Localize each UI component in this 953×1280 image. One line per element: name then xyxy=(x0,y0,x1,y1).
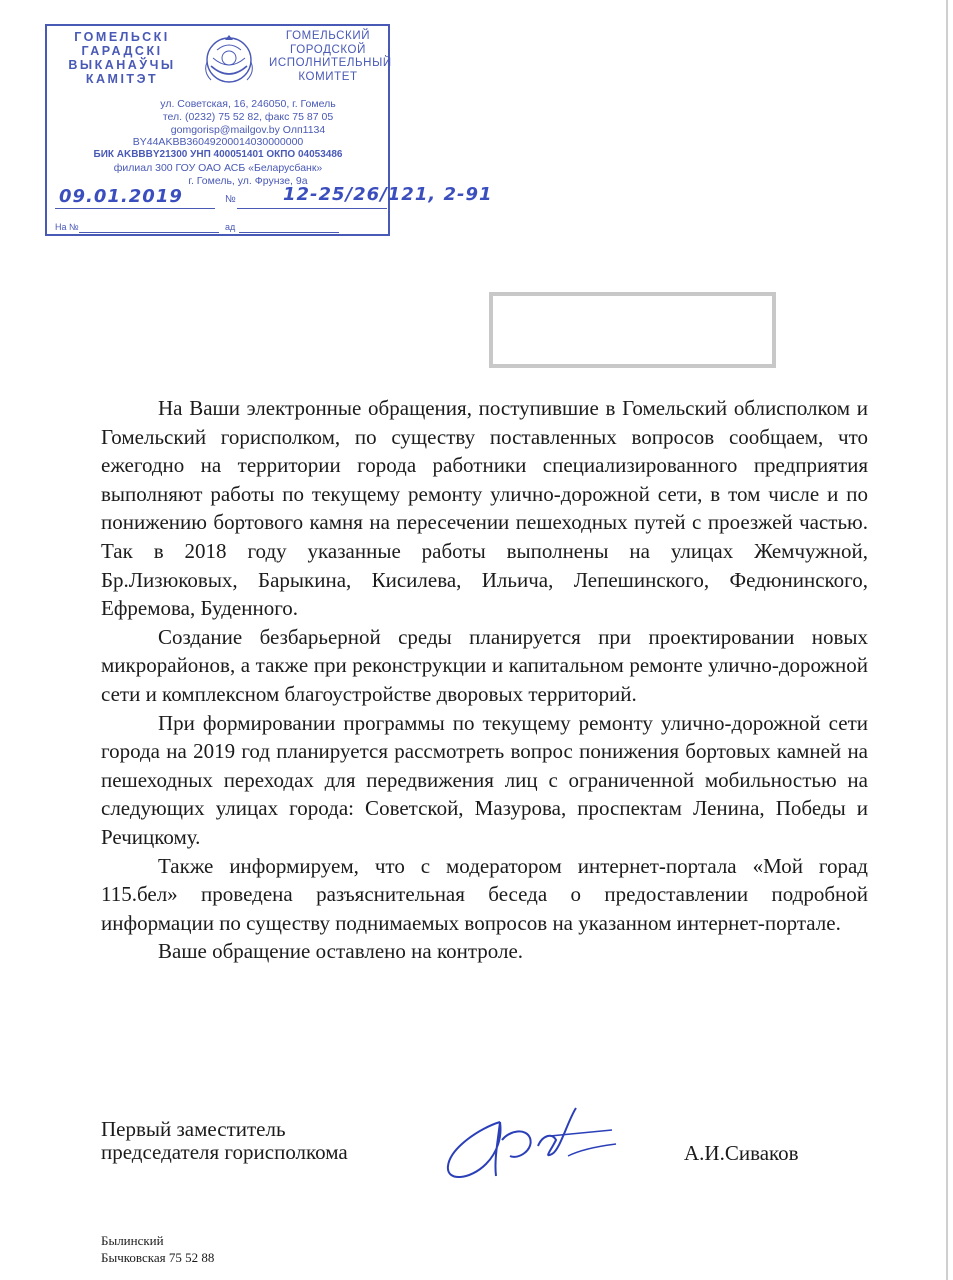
coat-of-arms-icon xyxy=(197,32,261,92)
letterhead-stamp xyxy=(45,24,493,236)
body-paragraph: Также информируем, что с модератором интернет-портала «Мой горад 115.бел» проведена разъяснительная беседа о предоставлении подробной информации по существу поднимаемых вопросов на указанном интернет-портале. xyxy=(101,853,868,935)
stamp-right-line: ИСПОЛНИТЕЛЬНЫЙ xyxy=(269,57,392,69)
letter-body xyxy=(101,394,868,966)
number-underline xyxy=(237,208,387,209)
stamp-phone: тел. (0232) 75 52 82, факс 75 87 05 xyxy=(162,110,334,123)
body-paragraph: Ваше обращение оставлено на контроле. xyxy=(158,939,524,964)
stamp-email: gomgorisp@mailgov.by Олп1134 xyxy=(170,123,326,136)
stamp-right-line: ГОМЕЛЬСКИЙ xyxy=(285,30,371,42)
body-paragraph: На Ваши электронные обращения, поступившие в Гомельский облисполком и Гомельский горисполком, по существу поставленных вопросов сообщаем, что ежегодно на территории города работники специализированного предприятия выполняют работы по текущему ремонту улично-дорожной сети, в том числе и по понижению бортового камня на пересечении пешеходных путей с проезжей частью. Так в 2018 году указанные работы выполнены на улицах Жемчужной, Бр.Лизюковых, Барыкина, Кисилева, Ильича, Лепешинского, Федюнинского, Ефремова, Буденного. xyxy=(101,396,868,621)
stamp-address: ул. Советская, 16, 246050, г. Гомель xyxy=(160,98,336,110)
stamp-branch-address: г. Гомель, ул. Фрунзе, 9а xyxy=(188,174,308,187)
handwritten-number: 12-25/26/121, 2-91 xyxy=(283,184,493,205)
stamp-details xyxy=(49,98,387,188)
date-underline xyxy=(55,208,215,209)
stamp-account: BY44AKBB36049200014030000000 xyxy=(132,136,304,149)
stamp-right-line: ГОРОДСКОЙ xyxy=(290,43,366,56)
from-label: ад xyxy=(225,222,236,232)
body-paragraph: При формировании программы по текущему ремонту улично-дорожной сети города на 2019 год планируется рассмотреть вопрос понижения бортовых камней на пешеходных переходах для передвижения лиц с ограниченной мобильностью на следующих улицах города: Советской, Мазурова, проспектам Ленина, Победы и Речицкому. xyxy=(101,710,868,849)
stamp-left-line: ГОМЕЛЬСКІ xyxy=(74,30,170,44)
stamp-russian-name xyxy=(269,30,392,84)
stamp-bank-codes: БИК AKBBBY21300 УНП 400051401 ОКПО 04053486 xyxy=(93,149,343,161)
recipient-redaction-box xyxy=(489,292,776,368)
body-paragraph: Создание безбарьерной среды планируется при проектировании новых микрорайонов, а также при реконструкции и капитальном ремонте улично-дорожной сети и комплексном благоустройстве дворовых территорий. xyxy=(101,624,868,706)
number-label: № xyxy=(225,194,236,205)
stamp-belarusian-name xyxy=(57,30,187,86)
signatory-name: А.И.Сиваков xyxy=(684,1141,799,1165)
from-underline xyxy=(239,232,339,233)
ref-underline xyxy=(79,232,219,233)
stamp-registration xyxy=(55,184,493,234)
stamp-left-line: ГАРАДСКІ xyxy=(81,44,163,58)
stamp-left-line: ВЫКАНАЎЧЫ xyxy=(68,58,176,72)
handwritten-date: 09.01.2019 xyxy=(59,186,183,207)
signatory-title-line: председателя горисполкома xyxy=(101,1140,348,1164)
stamp-left-line: КАМІТЭТ xyxy=(85,72,159,86)
stamp-branch: филиал 300 ГОУ ОАО АСБ «Беларусбанк» xyxy=(113,161,323,174)
stamp-right-line: КОМИТЕТ xyxy=(298,70,358,83)
signatory-title-line: Первый заместитель xyxy=(101,1117,286,1141)
signatory-title xyxy=(101,1118,348,1164)
executor-info xyxy=(101,1232,214,1266)
executor-name: Былинский xyxy=(101,1233,164,1248)
ref-label: На № xyxy=(55,222,79,232)
page-edge-line xyxy=(946,0,948,1280)
executor-phone: Бычковская 75 52 88 xyxy=(101,1250,215,1265)
handwritten-signature xyxy=(440,1100,620,1190)
